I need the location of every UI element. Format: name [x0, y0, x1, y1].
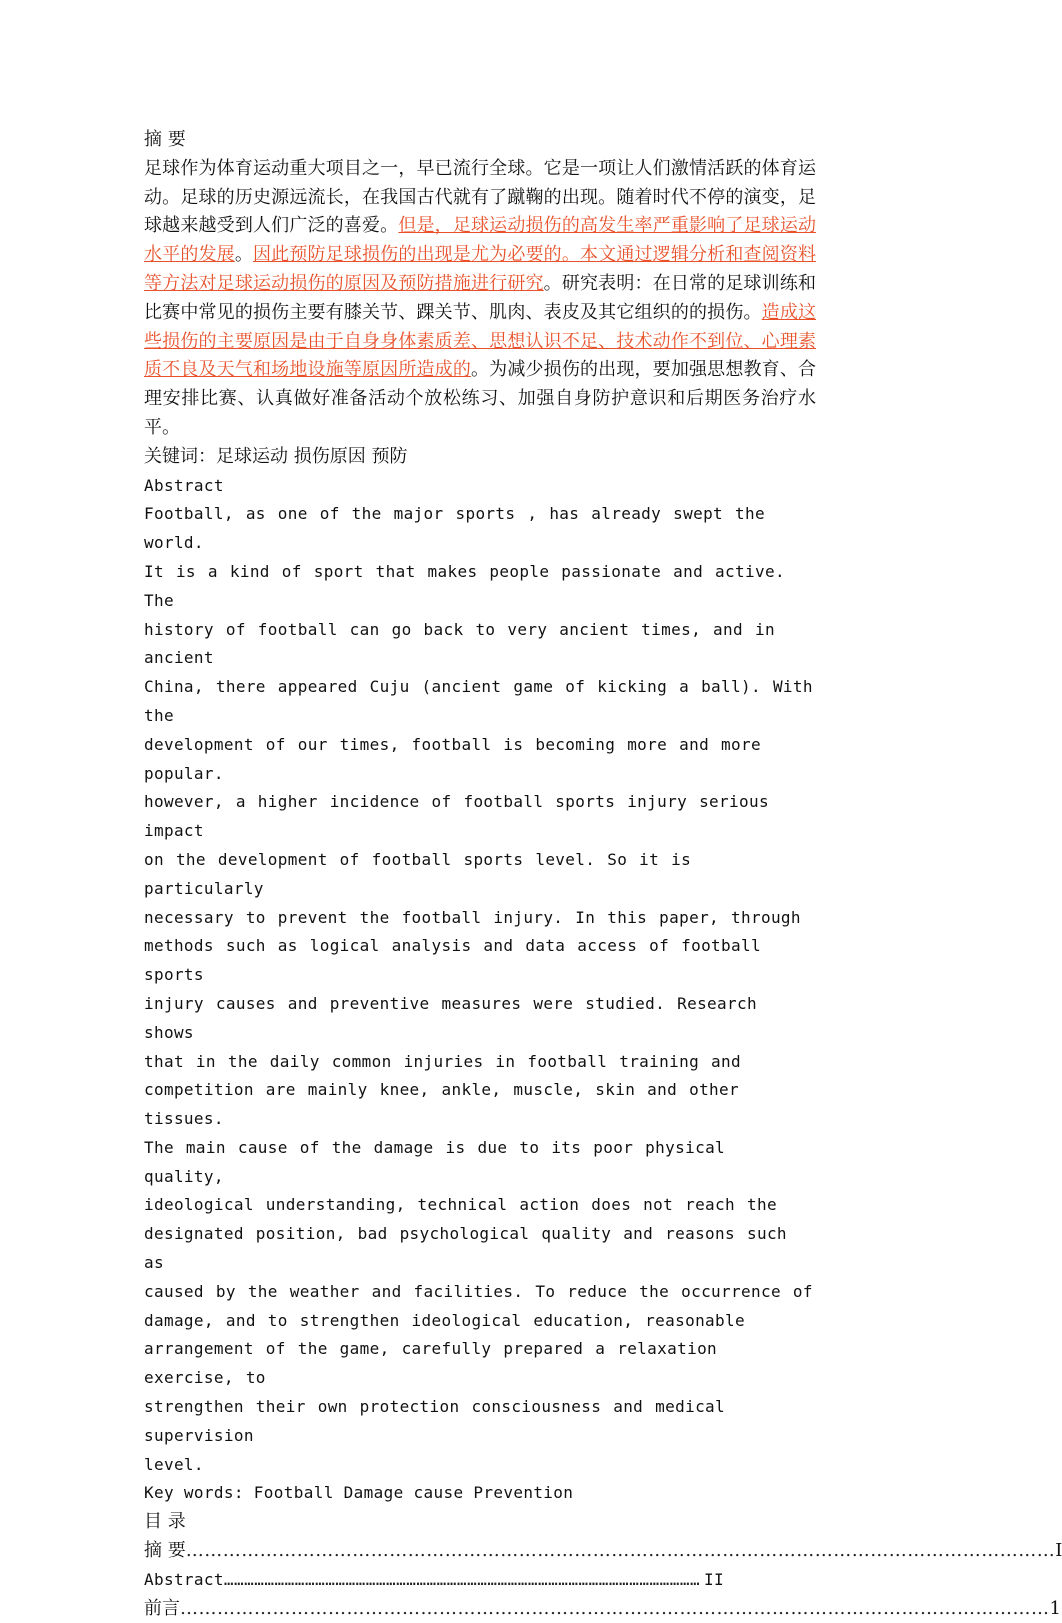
abstract-line-en: injury causes and preventive measures were studied. Research shows [144, 993, 757, 1042]
toc-entry-label: Abstract [144, 1569, 224, 1589]
toc-entry-label: 前言 [144, 1597, 180, 1619]
abstract-line-en: caused by the weather and facilities. To reduce the occurrence of [144, 1281, 813, 1301]
abstract-line-en: on the development of football sports level. So it is particularly [144, 849, 692, 898]
abstract-heading-cn: 摘 要 [144, 129, 186, 150]
toc-leader-dots: …………………………………………………………………………………………………………………………… [185, 1540, 1056, 1562]
abstract-line-en: development of our times, football is becoming more and more popular. [144, 734, 761, 783]
abstract-body-cn [144, 155, 816, 443]
table-of-contents [144, 1537, 1062, 1623]
keywords-cn: 关键词：足球运动 损伤原因 预防 [144, 445, 408, 467]
abstract-line-en: designated position, bad psychological quality and reasons such as [144, 1224, 787, 1273]
abstract-line-en: history of football can go back to very ancient times, and in ancient [144, 619, 775, 668]
abstract-line-en: China, there appeared Cuju (ancient game of kicking a ball). With the [144, 677, 813, 725]
abstract-line-en: competition are mainly knee, ankle, muscle, skin and other tissues. [144, 1080, 740, 1129]
abstract-body-en [144, 500, 816, 1479]
abstract-text-cn-2: 。 [234, 244, 254, 266]
abstract-line-en: arrangement of the game, carefully prepared a relaxation exercise, to [144, 1339, 718, 1388]
abstract-line-en: necessary to prevent the football injury. In this paper, through [144, 907, 801, 927]
abstract-line-en: methods such as logical analysis and data access of football sports [144, 936, 761, 985]
toc-leader-dots: …………………………………………………………………………………………………………………………… [223, 1569, 701, 1589]
abstract-line-en: The main cause of the damage is due to its poor physical quality, [144, 1137, 726, 1186]
toc-entry-page: 1 [1049, 1597, 1061, 1619]
toc-heading: 目 录 [144, 1511, 186, 1533]
highlighted-sentence-3: 造成这些损伤的主要原因是由于自身身体素质差、思想认识不足、技术动作不到位、心理素质不良及天气和场地设施等原因所造成的 [144, 301, 817, 381]
toc-entry-page: II [704, 1569, 724, 1589]
highlighted-sentence-1: 但是，足球运动损伤的高发生率严重影响了足球运动水平的发展 [144, 215, 817, 266]
abstract-line-en: however, a higher incidence of football sports injury serious impact [144, 792, 769, 841]
abstract-line-en: damage, and to strengthen ideological education, reasonable [144, 1310, 745, 1330]
abstract-line-en: Football, as one of the major sports , has already swept the world. [144, 504, 765, 553]
abstract-line-en: strengthen their own protection consciousness and medical supervision [144, 1397, 726, 1445]
abstract-line-en: ideological understanding, technical action does not reach the [144, 1195, 777, 1215]
document-page [144, 126, 1062, 1623]
abstract-line-en: level. [144, 1454, 204, 1474]
abstract-text-cn-4: 。为减少损伤的出现，要加强思想教育、合理安排比赛、认真做好准备活动个放松练习、加强自身防护意识和后期医务治疗水平。 [144, 359, 816, 438]
highlighted-sentence-2: 因此预防足球损伤的出现是尤为必要的。本文通过逻辑分析和查阅资料等方法对足球运动损伤的原因及预防措施进行研究 [144, 244, 817, 294]
abstract-line-en: that in the daily common injuries in football training and [144, 1051, 742, 1071]
keywords-en: Key words: Football Damage cause Prevention [144, 1483, 574, 1503]
toc-entry-label: 摘 要 [144, 1540, 186, 1562]
toc-entry[interactable] [144, 1595, 1061, 1623]
toc-entry[interactable] [144, 1537, 1062, 1566]
toc-leader-dots: …………………………………………………………………………………………………………………………… [180, 1597, 1050, 1619]
toc-entry-page: I [1055, 1540, 1062, 1562]
abstract-heading-en: Abstract [144, 475, 224, 495]
abstract-text-cn-1: 足球作为体育运动重大项目之一，早已流行全球。它是一项让人们激情活跃的体育运动。足球的历史源远流长，在我国古代就有了蹴鞠的出现。随着时代不停的演变，足球越来越受到人们广泛的喜爱。 [144, 157, 816, 237]
abstract-text-cn-3: 。研究表明：在日常的足球训练和比赛中常见的损伤主要有膝关节、踝关节、肌肉、表皮及其它组织的的损伤。 [144, 272, 817, 323]
toc-entry[interactable] [144, 1566, 724, 1595]
abstract-line-en: It is a kind of sport that makes people passionate and active. The [144, 561, 785, 610]
